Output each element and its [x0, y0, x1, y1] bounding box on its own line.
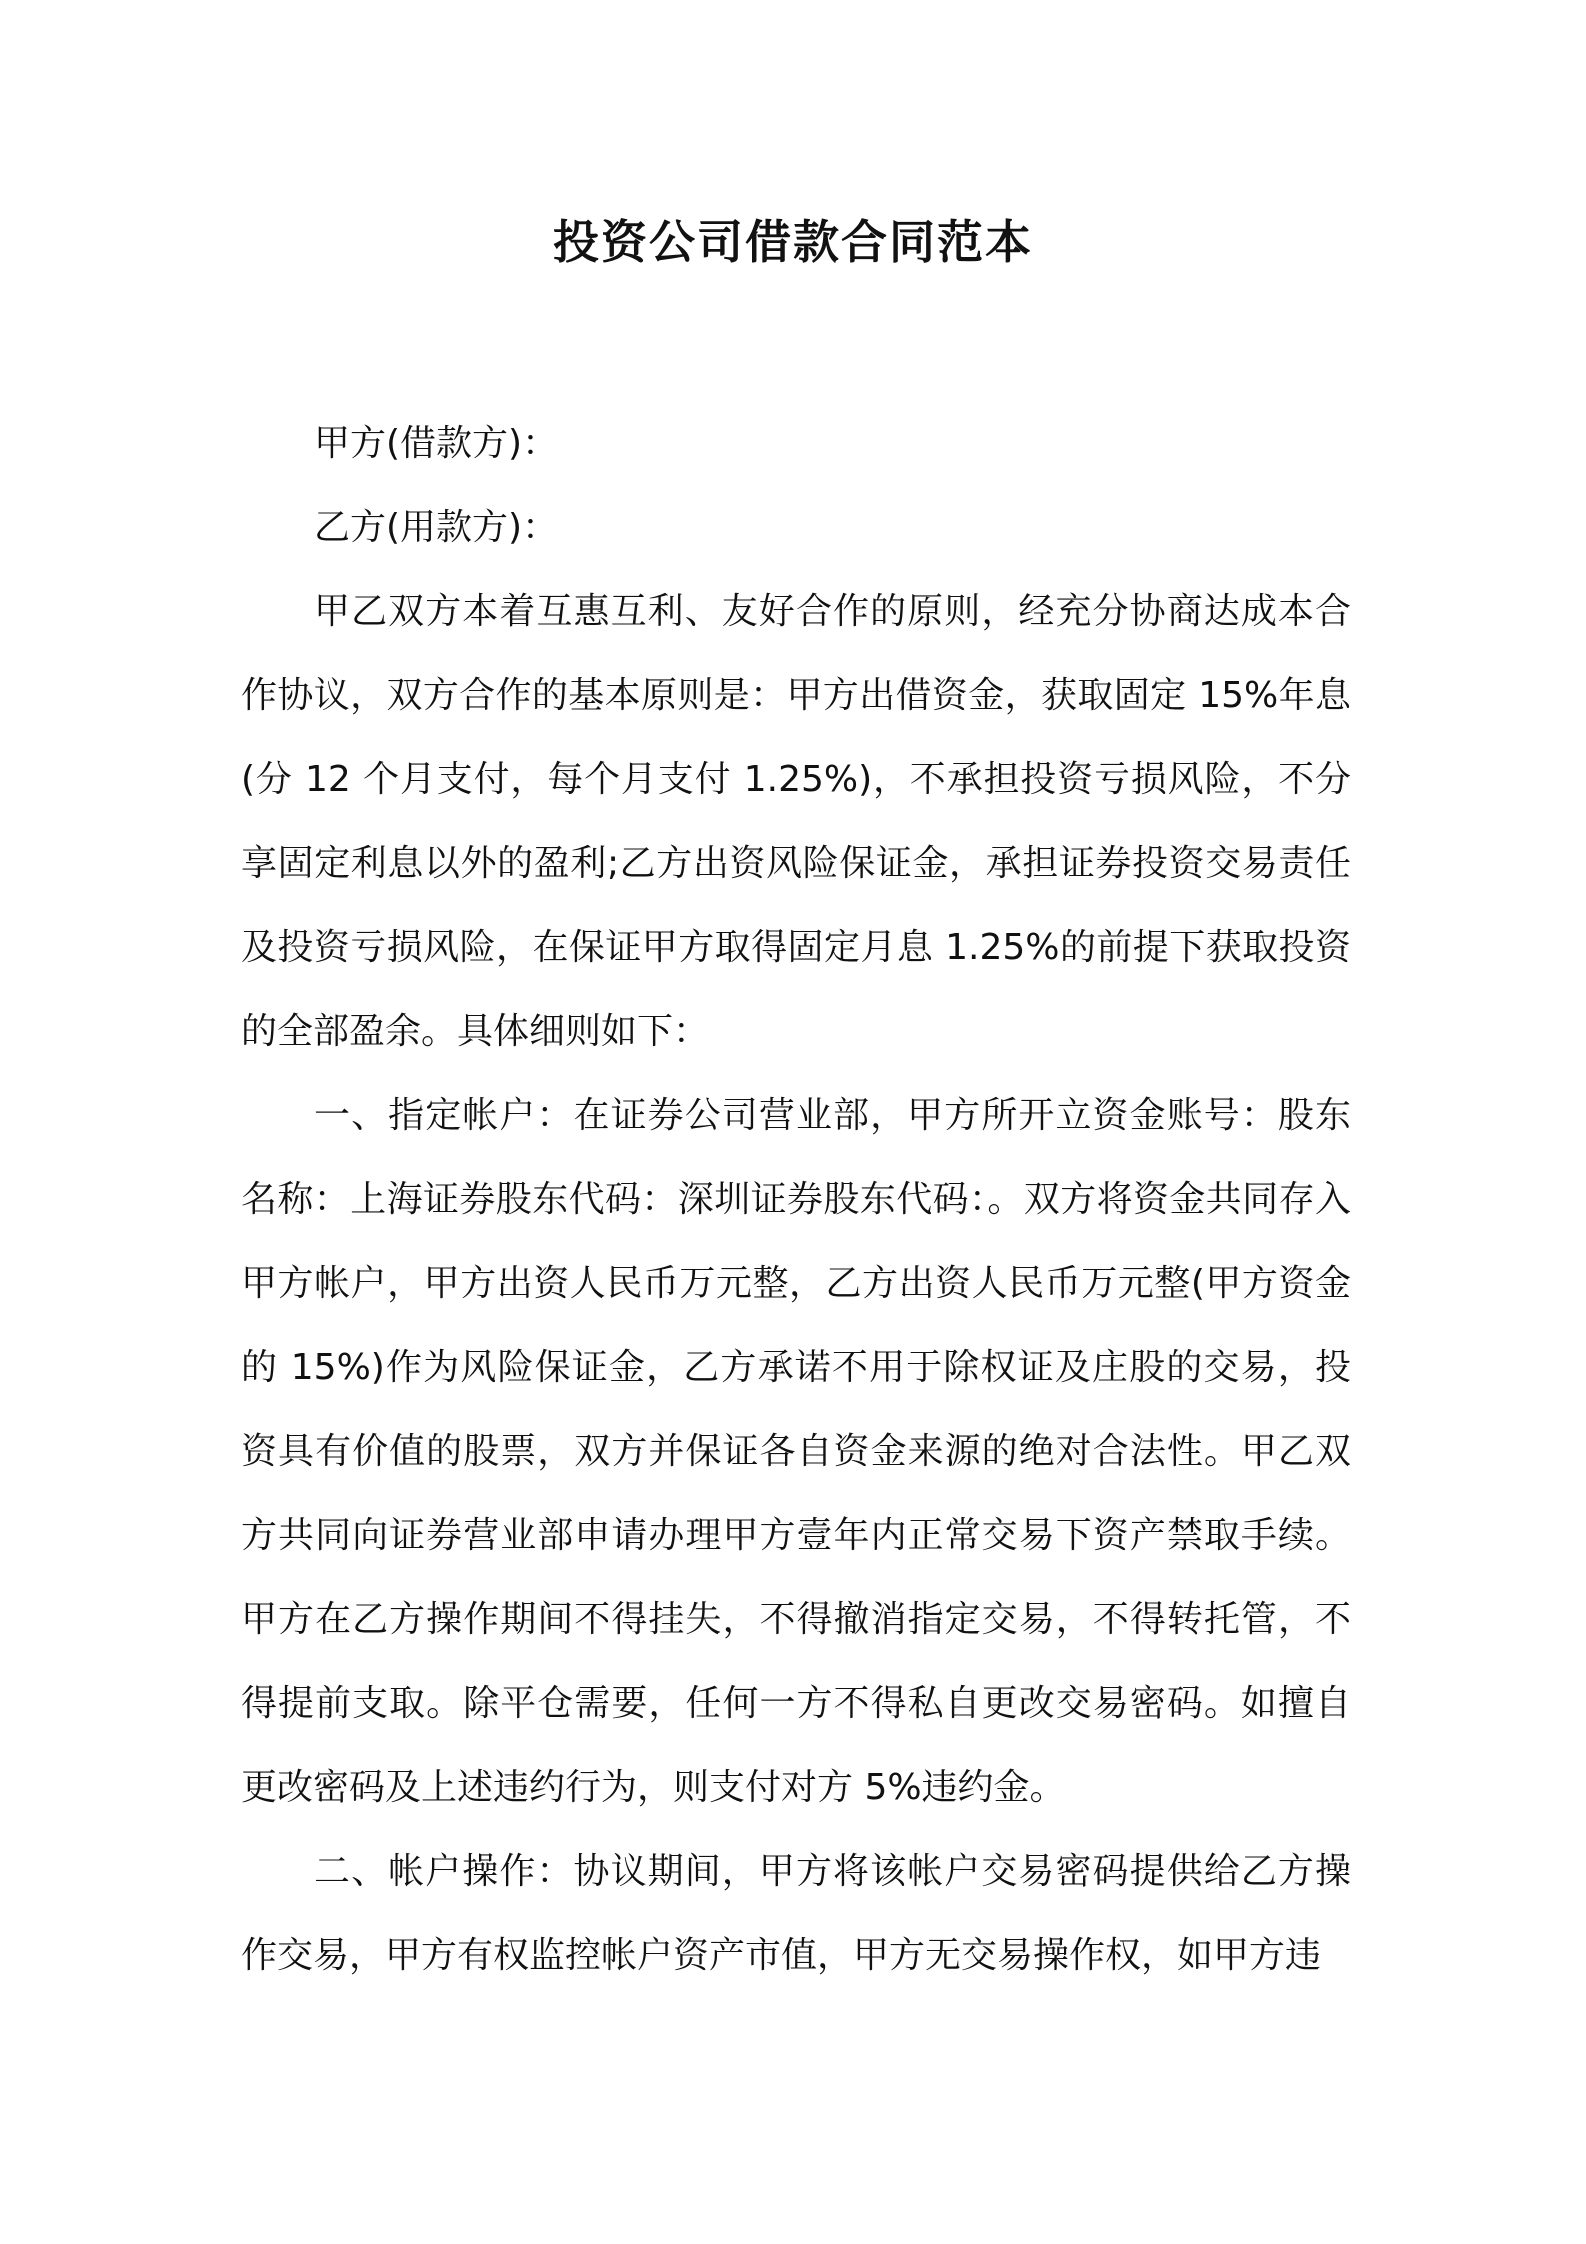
document-body [241, 402, 1351, 1998]
paragraph-principles: 甲乙双方本着互惠互利、友好合作的原则，经充分协商达成本合作协议，双方合作的基本原则是：甲方出借资金，获取固定 15%年息(分 12 个月支付，每个月支付 1.25%)，不承担投资亏损风险，不分享固定利息以外的盈利;乙方出资风险保证金，承担证券投资交易责任及投资亏损风险，在保证甲方取得固定月息 1.25%的前提下获取投资的全部盈余。具体细则如下： [241, 591, 1351, 1052]
paragraph-account-operation: 二、帐户操作：协议期间，甲方将该帐户交易密码提供给乙方操作交易，甲方有权监控帐户资产市值，甲方无交易操作权，如甲方违 [241, 1851, 1351, 1976]
document-title: 投资公司借款合同范本 [553, 215, 1033, 269]
party-b-line: 乙方(用款方)： [314, 507, 559, 548]
party-a-line: 甲方(借款方)： [314, 423, 559, 464]
paragraph-designated-account: 一、指定帐户：在证券公司营业部，甲方所开立资金账号：股东名称：上海证券股东代码：深圳证券股东代码：。双方将资金共同存入甲方帐户，甲方出资人民币万元整，乙方出资人民币万元整(甲方资金的 15%)作为风险保证金，乙方承诺不用于除权证及庄股的交易，投资具有价值的股票，双方并保证各自资金来源的绝对合法性。甲乙双方共同向证券营业部申请办理甲方壹年内正常交易下资产禁取手续。甲方在乙方操作期间不得挂失，不得撤消指定交易，不得转托管，不得提前支取。除平仓需要，任何一方不得私自更改交易密码。如擅自更改密码及上述违约行为，则支付对方 5%违约金。 [241, 1095, 1351, 1808]
